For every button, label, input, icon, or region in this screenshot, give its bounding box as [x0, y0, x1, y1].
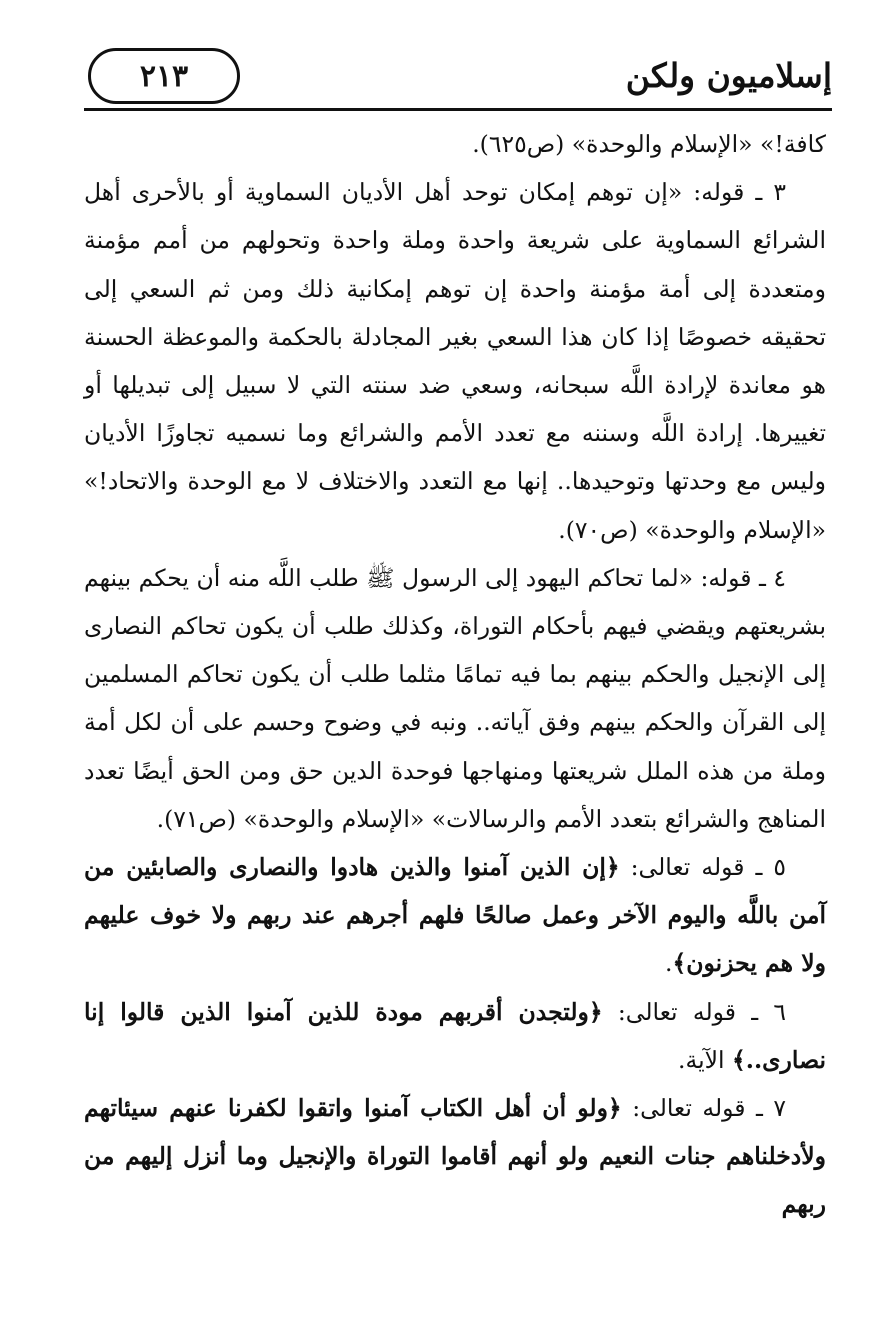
quran-verse: ﴿ولتجدن أقربهم مودة للذين آمنوا الذين قالوا إنا نصارى..﴾ [84, 997, 826, 1074]
paragraph [84, 120, 826, 168]
paragraph-text: ٣ ـ قوله: «إن توهم إمكان توحد أهل الأديان السماوية أو بالأحرى أهل الشرائع السماوية على شريعة واحدة وملة واحدة وتحولهم من أمم مؤمنة ومتعددة إلى أمة مؤمنة واحدة إن توهم إمكانية ذلك ومن ثم السعي إلى تحقيقه خصوصًا إذا كان هذا السعي بغير المجادلة بالحكمة والموعظة الحسنة هو معاندة لإرادة اللَّه سبحانه، وسعي ضد سنته التي لا سبيل إلى تبديلها أو تغييرها. إرادة اللَّه وسننه مع تعدد الأمم والشرائع وما نسميه تجاوزًا الأديان وليس مع وحدتها وتوحيدها.. إنها مع التعدد والاختلاف لا مع الوحدة والاتحاد!» «الإسلام والوحدة» (ص٧٠). [84, 178, 826, 544]
verse-paragraph [84, 988, 826, 1084]
page-number-badge [88, 48, 240, 104]
verse-tail: . [664, 949, 673, 978]
paragraph-text: ٤ ـ قوله: «لما تحاكم اليهود إلى الرسول ﷺ طلب اللَّه منه أن يحكم بينهم بشريعتهم ويقضي فيهم بأحكام التوراة، وكذلك طلب أن يكون تحاكم النصارى إلى الإنجيل والحكم بينهم بما فيه تمامًا مثلما طلب أن يكون تحاكم المسلمين إلى القرآن والحكم بينهم وفق آياته.. ونبه في وضوح وحسم على أن لكل أمة وملة من هذه الملل شريعتها ومنهاجها فوحدة الدين حق ومن الحق أيضًا تعدد المناهج والشرائع بتعدد الأمم والرسالات» «الإسلام والوحدة» (ص٧١). [84, 563, 826, 833]
page-body [84, 120, 826, 1229]
quran-verse: ﴿إن الذين آمنوا والذين هادوا والنصارى والصابئين من آمن باللَّه واليوم الآخر وعمل صالحًا فلهم أجرهم عند ربهم ولا خوف عليهم ولا هم يحزنون﴾ [84, 853, 826, 978]
paragraph [84, 554, 826, 843]
verse-lead: ٧ ـ قوله تعالى: [621, 1094, 787, 1123]
verse-paragraph [84, 843, 826, 988]
verse-paragraph [84, 1084, 826, 1229]
header-rule [84, 108, 832, 111]
paragraph-text: كافة!» «الإسلام والوحدة» (ص٦٢٥). [472, 130, 826, 158]
paragraph [84, 168, 826, 554]
verse-lead: ٥ ـ قوله تعالى: [619, 853, 786, 882]
page-number: ٢١٣ [139, 58, 189, 94]
page-header [84, 46, 832, 108]
quran-verse: ﴿ولو أن أهل الكتاب آمنوا واتقوا لكفرنا عنهم سيئاتهم ولأدخلناهم جنات النعيم ولو أنهم أقاموا التوراة والإنجيل وما أنزل إليهم من ربهم [84, 1094, 826, 1219]
verse-tail: الآية. [678, 1045, 733, 1074]
running-title: إسلاميون ولكن [625, 56, 832, 95]
verse-lead: ٦ ـ قوله تعالى: [602, 997, 787, 1026]
